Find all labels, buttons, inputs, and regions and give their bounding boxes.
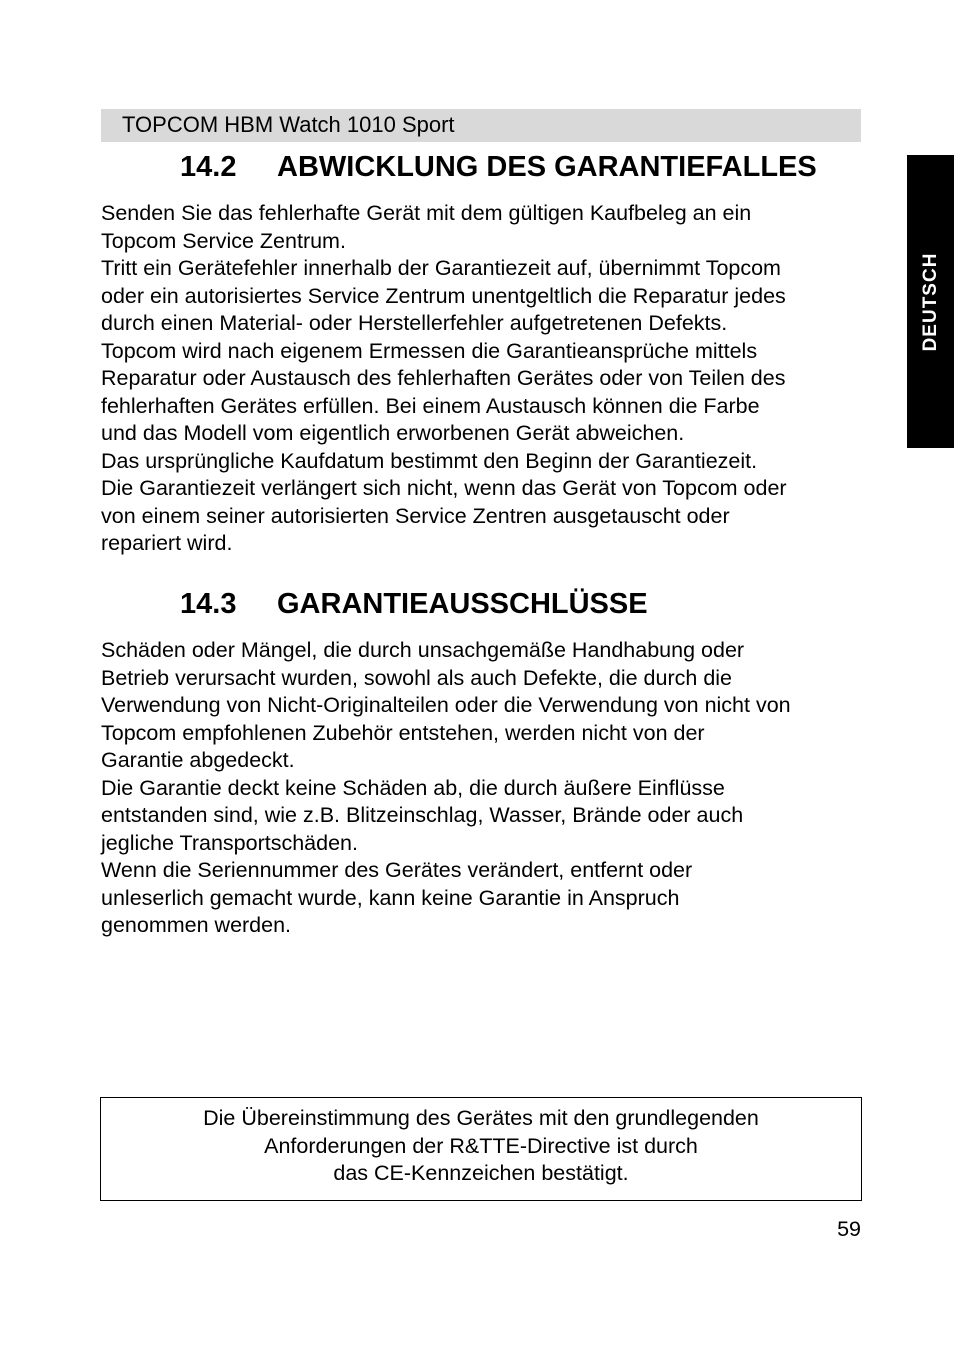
running-header [101,109,861,142]
notice-line: Die Übereinstimmung des Gerätes mit den grundlegenden [203,1106,759,1130]
body-line: Schäden oder Mängel, die durch unsachgemäße Handhabung oder [101,638,745,662]
body-line: genommen werden. [101,913,292,937]
body-line: Verwendung von Nicht-Originalteilen oder die Verwendung von nicht von [101,693,791,717]
body-line: Topcom Service Zentrum. [101,228,346,253]
language-tab [907,155,954,448]
section-title: GARANTIEAUSSCHLÜSSE [277,588,648,620]
notice-line: das CE-Kennzeichen bestätigt. [333,1161,629,1185]
body-line: Tritt ein Gerätefehler innerhalb der Garantiezeit auf, übernimmt Topcom [101,256,781,280]
language-tab-label: DEUTSCH [919,252,941,351]
body-line: Reparatur oder Austausch des fehlerhaften Gerätes oder von Teilen des [101,366,786,390]
body-line: durch einen Material- oder Herstellerfehler aufgetretenen Defekts. [101,311,728,335]
body-line: unleserlich gemacht wurde, kann keine Garantie in Anspruch [101,885,680,910]
section-number: 14.2 [180,151,237,183]
ce-notice-box [100,1097,862,1201]
body-line: entstanden sind, wie z.B. Blitzeinschlag, Wasser, Brände oder auch [101,803,744,827]
body-line: Topcom wird nach eigenem Ermessen die Garantieansprüche mittels [101,338,758,363]
body-line: fehlerhaften Gerätes erfüllen. Bei einem Austausch können die Farbe [101,393,760,418]
body-line: Das ursprüngliche Kaufdatum bestimmt den Beginn der Garantiezeit. [101,448,758,473]
body-line: Senden Sie das fehlerhafte Gerät mit dem gültigen Kaufbeleg an ein [101,201,752,225]
ce-notice-text [101,1105,861,1188]
body-line: repariert wird. [101,531,233,555]
page-number: 59 [837,1217,861,1241]
body-line: Die Garantie deckt keine Schäden ab, die durch äußere Einflüsse [101,775,725,800]
body-line: oder ein autorisiertes Service Zentrum unentgeltlich die Reparatur jedes [101,283,786,308]
body-line: von einem seiner autorisierten Service Zentren ausgetauscht oder [101,503,730,528]
section-heading-14-2 [180,150,817,184]
body-line: Garantie abgedeckt. [101,748,295,772]
body-line: Wenn die Seriennummer des Gerätes verändert, entfernt oder [101,858,693,882]
running-header-title: TOPCOM HBM Watch 1010 Sport [122,112,455,137]
body-line: Die Garantiezeit verlängert sich nicht, wenn das Gerät von Topcom oder [101,476,787,500]
section-body-14-2 [101,200,863,558]
section-body-14-3 [101,637,863,940]
body-line: Topcom empfohlenen Zubehör entstehen, werden nicht von der [101,720,705,745]
section-title: ABWICKLUNG DES GARANTIEFALLES [277,151,817,183]
notice-line: Anforderungen der R&TTE-Directive ist durch [264,1133,698,1158]
section-number: 14.3 [180,588,237,620]
body-line: und das Modell vom eigentlich erworbenen Gerät abweichen. [101,421,685,445]
body-line: jegliche Transportschäden. [101,830,358,855]
body-line: Betrieb verursacht wurden, sowohl als auch Defekte, die durch die [101,665,733,690]
section-heading-14-3 [180,587,648,621]
